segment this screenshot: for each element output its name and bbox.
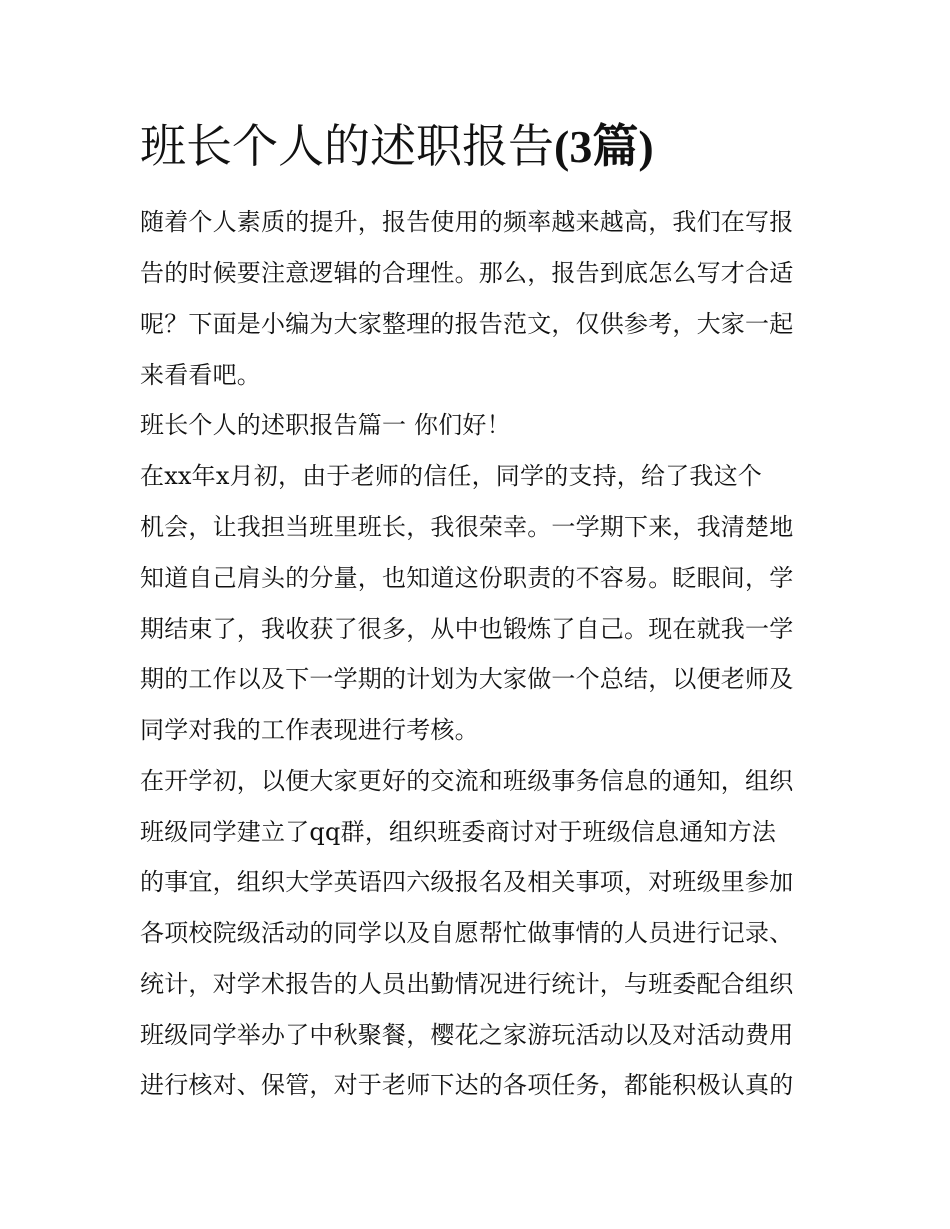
paragraph-line: 进行核对、保管，对于老师下达的各项任务，都能积极认真的 [140, 1071, 794, 1099]
document-title-suffix: (3篇) [554, 121, 654, 172]
paragraph-line: 班级同学建立了qq群，组织班委商讨对于班级信息通知方法 [140, 818, 777, 846]
section-heading-line: 班长个人的述职报告篇一 你们好！ [140, 411, 511, 439]
paragraph-line: 告的时候要注意逻辑的合理性。那么，报告到底怎么写才合适 [140, 259, 794, 287]
paragraph-line: 统计，对学术报告的人员出勤情况进行统计，与班委配合组织 [140, 970, 794, 998]
paragraph-line: 来看看吧。 [140, 361, 261, 389]
paragraph-line: 呢？下面是小编为大家整理的报告范文，仅供参考，大家一起 [140, 310, 794, 338]
paragraph-line: 的事宜，组织大学英语四六级报名及相关事项，对班级里参加 [140, 868, 794, 896]
paragraph-line: 在开学初，以便大家更好的交流和班级事务信息的通知，组织 [140, 767, 794, 795]
paragraph-line: 期的工作以及下一学期的计划为大家做一个总结，以便老师及 [140, 665, 794, 693]
document-title-main: 班长个人的述职报告 [140, 119, 554, 173]
paragraph-line: 机会，让我担当班里班长，我很荣幸。一学期下来，我清楚地 [140, 513, 794, 541]
paragraph-line: 知道自己肩头的分量，也知道这份职责的不容易。眨眼间，学 [140, 564, 794, 592]
paragraph-line: 各项校院级活动的同学以及自愿帮忙做事情的人员进行记录、 [140, 919, 794, 947]
paragraph-line: 期结束了，我收获了很多，从中也锻炼了自己。现在就我一学 [140, 615, 794, 643]
paragraph-line: 随着个人素质的提升，报告使用的频率越来越高，我们在写报 [140, 208, 794, 236]
paragraph-line: 同学对我的工作表现进行考核。 [140, 716, 479, 744]
paragraph-line: 在xx年x月初，由于老师的信任，同学的支持，给了我这个 [140, 462, 763, 490]
document-title [140, 114, 840, 179]
paragraph-line: 班级同学举办了中秋聚餐，樱花之家游玩活动以及对活动费用 [140, 1021, 794, 1049]
